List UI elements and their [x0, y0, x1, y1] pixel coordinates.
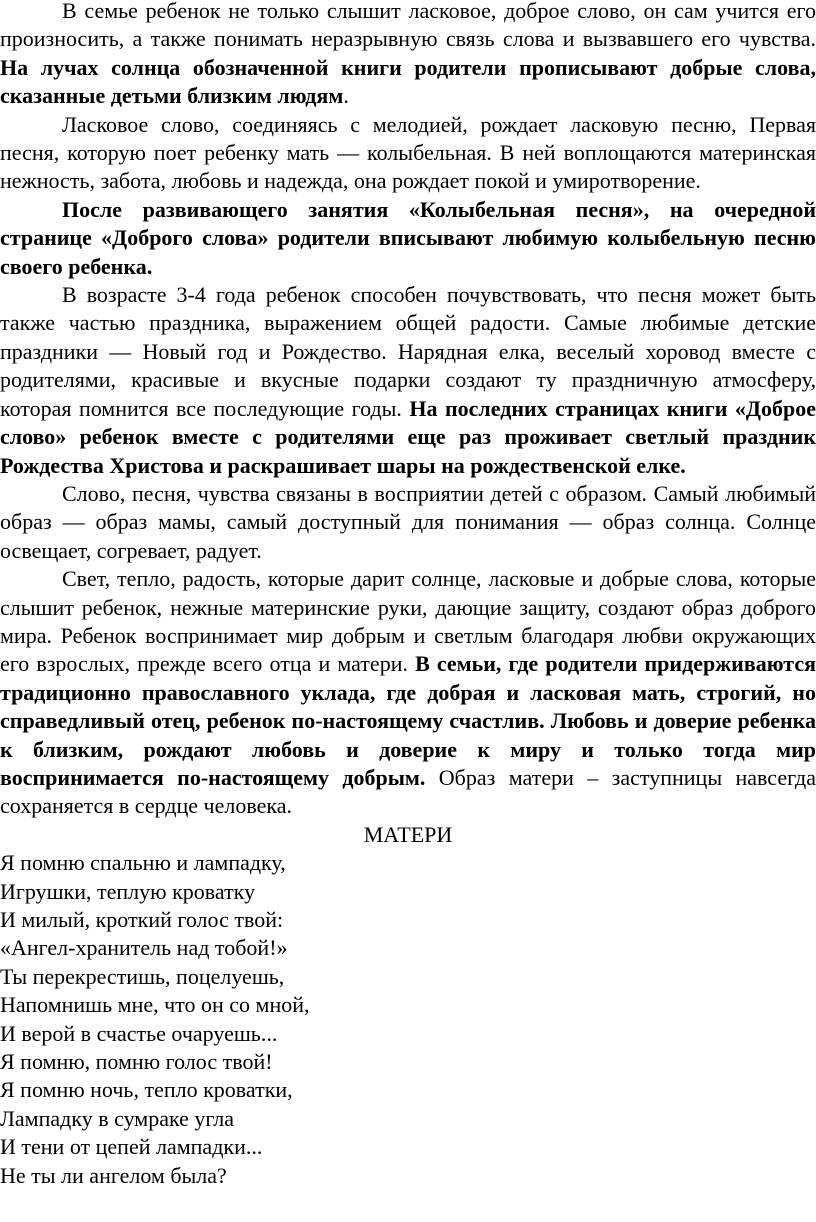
- poem-line: Напомнишь мне, что он со мной,: [0, 992, 310, 1018]
- paragraph-1-end: .: [343, 83, 349, 109]
- paragraph-2: [0, 111, 816, 196]
- paragraph-4-bold: На последних страницах книги «Доброе слово» ребенок вместе с родителями еще раз проживает светлый праздник Рождества Христова и раскрашивает шары на рождественской елке.: [0, 395, 816, 478]
- poem-line: «Ангел-хранитель над тобой!»: [0, 935, 288, 961]
- paragraph-4: [0, 281, 816, 480]
- poem-line: И милый, кроткий голос твой:: [0, 907, 284, 932]
- poem-line: Не ты ли ангелом была?: [0, 1162, 227, 1188]
- paragraph-6-bold: В семьи, где родители придерживаются традиционно православного уклада, где добрая и ласковая мать, строгий, но справедливый отец, ребенок по-настоящему счастлив. Любовь и доверие ребенка к близким, рождают любовь и доверие к миру и только тогда мир воспринимается по-настоящему добрым.: [0, 651, 816, 790]
- paragraph-5: [0, 480, 816, 565]
- paragraph-1-text: В семье ребенок не только слышит ласковое, доброе слово, он сам учится его произносить, а также понимать неразрывную связь слова и вызвавшего его чувства.: [0, 0, 816, 52]
- paragraph-6-end: Образ матери – заступницы навсегда сохраняется в сердце человека.: [0, 764, 816, 819]
- paragraph-2-text: Ласковое слово, соединяясь с мелодией, рождает ласковую песню, Первая песня, которую поет ребенку мать — колыбельная. В ней воплощаются материнская нежность, забота, любовь и надежда, она рождает покой и умиротворение.: [0, 111, 816, 194]
- poem-line: Лампадку в сумраке угла: [0, 1105, 235, 1131]
- paragraph-6: [0, 565, 816, 821]
- poem-line: Ты перекрестишь, поцелуешь,: [0, 963, 285, 989]
- paragraph-4-text: В возрасте 3-4 года ребенок способен почувствовать, что песня может быть также частью праздника, выражением общей радости. Самые любимые детские праздники — Новый год и Рождество. Нарядная елка, веселый хоровод вместе с родителями, красивые и вкусные подарки создают ту праздничную атмосферу, которая помнится все последующие годы.: [0, 282, 816, 421]
- paragraph-6-text: Свет, тепло, радость, которые дарит солнце, ласковые и добрые слова, которые слышит ребенок, нежные материнские руки, дающие защиту, создают образ доброго мира. Ребенок воспринимает мир добрым и светлым благодаря любви окружающих его взрослых, прежде всего отца и матери.: [0, 566, 816, 677]
- poem-line: И верой в счастье очаруешь...: [0, 1020, 278, 1046]
- poem-line: И тени от цепей лампадки...: [0, 1134, 263, 1160]
- poem-title: МАТЕРИ: [363, 821, 453, 847]
- paragraph-1: [0, 0, 816, 111]
- paragraph-5-text: Слово, песня, чувства связаны в восприятии детей с образом. Самый любимый образ — образ мамы, самый доступный для понимания — образ солнца. Солнце освещает, согревает, радует.: [0, 480, 816, 563]
- poem-line: Я помню спальню и лампадку,: [0, 850, 286, 876]
- paragraph-3-bold: После развивающего занятия «Колыбельная песня», на очередной странице «Доброго слова» родители вписывают любимую колыбельную песню своего ребенка.: [0, 196, 816, 279]
- poem: [0, 849, 816, 1190]
- poem-line: Игрушки, теплую кроватку: [0, 878, 256, 904]
- paragraph-1-bold: На лучах солнца обозначенной книги родители прописывают добрые слова, сказанные детьми близким людям: [0, 54, 816, 109]
- paragraph-3: [0, 196, 816, 281]
- poem-line: Я помню ночь, тепло кроватки,: [0, 1077, 293, 1103]
- poem-line: Я помню, помню голос твой!: [0, 1049, 273, 1075]
